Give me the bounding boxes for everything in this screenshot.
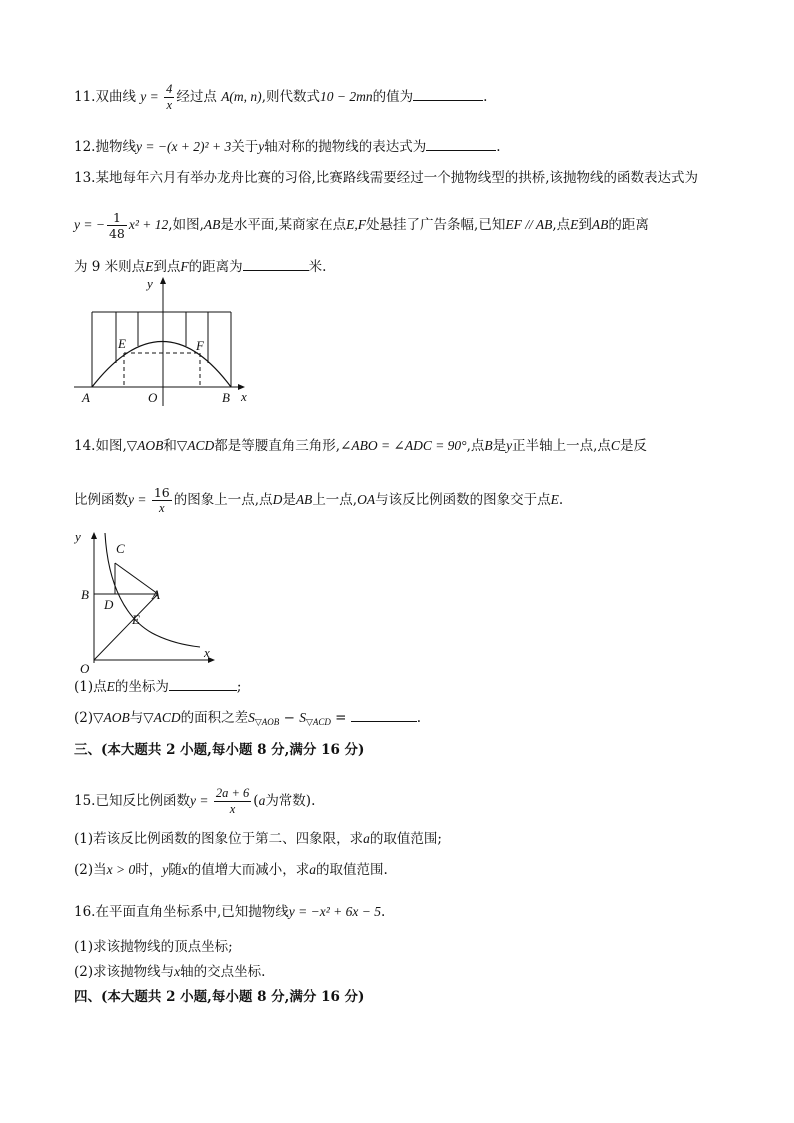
point-label-F: F bbox=[196, 338, 204, 353]
question-11: 11.双曲线 y = $\frac{4}{x}$ 经过点 A(m, n),则代数式10 − 2mn的值为 . bbox=[74, 82, 488, 112]
answer-blank[interactable] bbox=[169, 676, 237, 691]
question-15: 15.已知反比例函数y = $\frac{2a + 6}{x}$ (a为常数). bbox=[74, 786, 316, 816]
question-16: 16.在平面直角坐标系中,已知抛物线y = −x² + 6x − 5. bbox=[74, 904, 386, 920]
axis-label-x: x bbox=[241, 389, 247, 404]
point-label-A: A bbox=[152, 587, 160, 602]
point-label-O: O bbox=[80, 661, 90, 675]
section-4-heading: 四、(本大题共 2 小题,每小题 8 分,满分 16 分) bbox=[74, 989, 365, 1005]
fraction: $\frac{1}{48}$ bbox=[108, 210, 125, 241]
question-15-part-1: (1)若该反比例函数的图象位于第二、四象限，求a的取值范围; bbox=[74, 831, 442, 847]
question-16-part-1: (1)求该抛物线的顶点坐标; bbox=[74, 939, 233, 955]
question-13-line-2: y = − $\frac{1}{48}$ x² + 12,如图,AB是水平面,某商家在点E,F处悬挂了广告条幅,已知EF // AB,点E到AB的距离 bbox=[74, 210, 649, 241]
point-label-B: B bbox=[222, 390, 230, 405]
answer-blank[interactable] bbox=[243, 256, 309, 271]
section-3-heading: 三、(本大题共 2 小题,每小题 8 分,满分 16 分) bbox=[74, 742, 365, 758]
fraction: $\frac{16}{x}$ bbox=[153, 485, 170, 515]
question-14-line-2: 比例函数y = $\frac{16}{x}$ 的图象上一点,点D是AB上一点,OA与该反比例函数的图象交于点E. bbox=[74, 485, 564, 515]
axis-label-x: x bbox=[204, 645, 210, 660]
point-label-A: A bbox=[82, 390, 90, 405]
answer-blank[interactable] bbox=[413, 86, 483, 101]
point-label-B: B bbox=[81, 587, 89, 602]
axis-label-y: y bbox=[147, 276, 153, 291]
question-13-line-3: 为 9 米则点E到点F的距离为 米. bbox=[74, 256, 326, 277]
question-14-part-2: (2)▽AOB与▽ACD的面积之差$S_{▽AOB} - S_{▽ACD}$ = . bbox=[74, 707, 421, 732]
question-14-line-1: 14.如图,▽AOB和▽ACD都是等腰直角三角形,∠ABO = ∠ADC = 90°,点B是y正半轴上一点,点C是反 bbox=[74, 438, 647, 454]
question-15-part-2: (2)当x > 0时，y随x的值增大而减小，求a的取值范围. bbox=[74, 862, 388, 878]
answer-blank[interactable] bbox=[426, 136, 496, 151]
answer-blank[interactable] bbox=[351, 707, 417, 722]
point-label-E: E bbox=[118, 336, 126, 351]
question-16-part-2: (2)求该抛物线与x轴的交点坐标. bbox=[74, 964, 266, 980]
fraction: $\frac{4}{x}$ bbox=[166, 82, 173, 112]
point-label-O: O bbox=[148, 390, 158, 405]
point-label-E: E bbox=[132, 612, 140, 627]
bridge-figure bbox=[70, 274, 260, 410]
point-label-C: C bbox=[116, 541, 125, 556]
question-14-part-1: (1)点E的坐标为 ; bbox=[74, 676, 241, 697]
question-13-line-1: 13.某地每年六月有举办龙舟比赛的习俗,比赛路线需要经过一个抛物线型的拱桥,该抛物线的函数表达式为 bbox=[74, 170, 699, 186]
point-label-D: D bbox=[104, 597, 114, 612]
fraction: $\frac{2a + 6}{x}$ bbox=[215, 786, 250, 816]
hyperbola-triangle-figure bbox=[72, 527, 222, 675]
question-12: 12.抛物线y = −(x + 2)² + 3关于y轴对称的抛物线的表达式为 . bbox=[74, 136, 501, 157]
axis-label-y: y bbox=[75, 529, 81, 544]
